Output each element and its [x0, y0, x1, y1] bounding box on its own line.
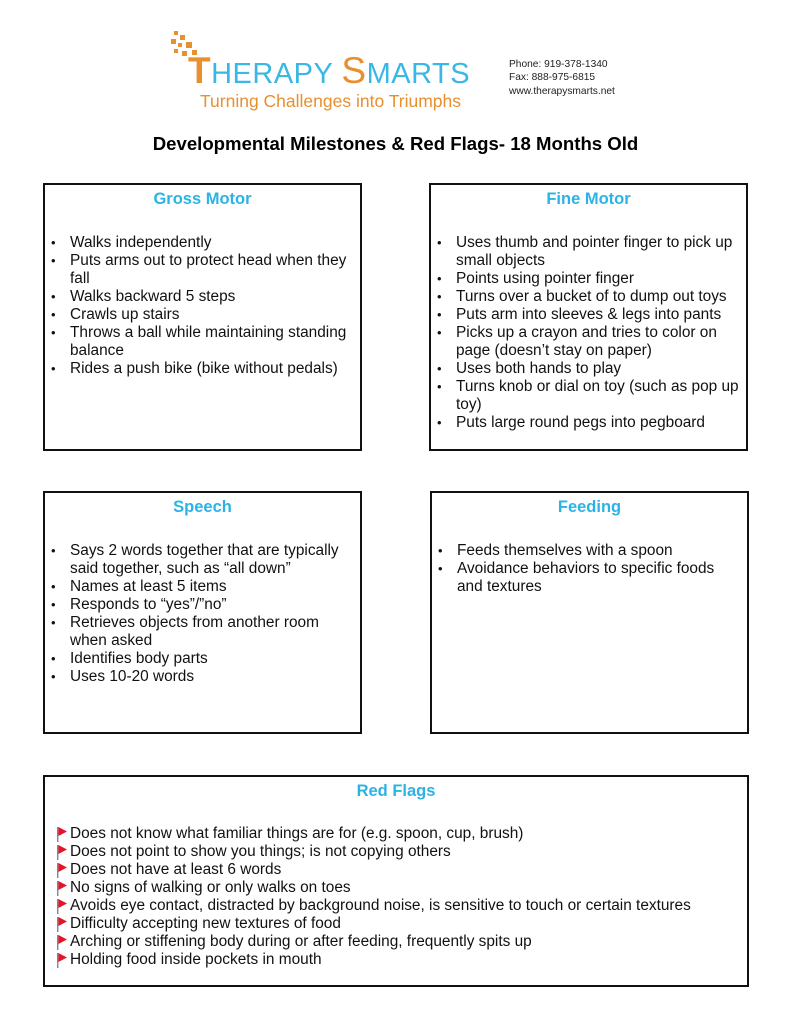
milestone-item	[45, 614, 350, 650]
milestone-item	[45, 668, 350, 686]
item-text: Does not know what familiar things are for (e.g. spoon, cup, brush)	[70, 825, 524, 842]
fine-motor-heading: Fine Motor	[546, 190, 631, 208]
milestone-item	[431, 288, 743, 306]
milestone-item	[45, 252, 355, 288]
red-flags-box	[43, 775, 749, 987]
item-text: Rides a push bike (bike without pedals)	[70, 360, 338, 377]
contact-website[interactable]: www.therapysmarts.net	[509, 85, 615, 97]
item-text: Names at least 5 items	[70, 578, 227, 595]
red-flag-item	[54, 915, 744, 933]
item-text: No signs of walking or only walks on toes	[70, 879, 351, 896]
red-flags-list	[54, 825, 744, 969]
milestone-item	[45, 578, 350, 596]
item-text: Says 2 words together that are typically said together, such as “all down”	[70, 542, 339, 577]
red-flag-icon	[57, 917, 68, 932]
item-text: Uses thumb and pointer finger to pick up small objects	[456, 234, 733, 269]
contact-info	[509, 58, 615, 98]
page-title: Developmental Milestones & Red Flags- 18 Months Old	[152, 133, 639, 154]
contact-fax: Fax: 888-975-6815	[509, 72, 596, 84]
gross-motor-heading: Gross Motor	[153, 190, 252, 208]
item-text: Holding food inside pockets in mouth	[70, 951, 322, 968]
milestone-item	[431, 414, 743, 432]
red-flag-icon	[57, 881, 68, 896]
red-flag-item	[54, 879, 744, 897]
item-text: Uses 10-20 words	[70, 668, 195, 685]
fine-motor-box	[429, 183, 748, 451]
red-flag-icon	[57, 845, 68, 860]
red-flag-icon	[57, 935, 68, 950]
milestone-item	[45, 360, 355, 378]
milestone-item	[45, 234, 355, 252]
red-flag-item	[54, 897, 744, 915]
milestone-item	[45, 650, 350, 668]
item-text: Feeds themselves with a spoon	[457, 542, 673, 559]
item-text: Walks backward 5 steps	[70, 288, 236, 305]
milestone-item	[45, 306, 355, 324]
red-flag-item	[54, 951, 744, 969]
item-text: Picks up a crayon and tries to color on page (doesn’t stay on paper)	[456, 324, 717, 359]
milestone-item	[431, 360, 743, 378]
item-text: Arching or stiffening body during or after feeding, frequently spits up	[70, 933, 532, 950]
speech-box	[43, 491, 362, 734]
speech-list	[45, 542, 350, 686]
item-text: Avoids eye contact, distracted by background noise, is sensitive to touch or certain textures	[70, 897, 691, 914]
logo-wordmark-initial-1: T	[188, 50, 212, 91]
item-text: Throws a ball while maintaining standing balance	[70, 324, 347, 359]
logo-wordmark	[188, 50, 471, 91]
milestone-item	[431, 270, 743, 288]
item-text: Puts arms out to protect head when they fall	[70, 252, 347, 287]
red-flags-heading: Red Flags	[356, 782, 436, 800]
red-flag-icon	[57, 899, 68, 914]
item-text: Responds to “yes”/”no”	[70, 596, 227, 613]
speech-heading: Speech	[173, 498, 232, 516]
red-flag-item	[54, 933, 744, 951]
feeding-heading: Feeding	[557, 498, 622, 516]
milestone-item	[45, 324, 355, 360]
milestone-item	[432, 560, 732, 596]
item-text: Puts large round pegs into pegboard	[456, 414, 705, 431]
milestone-item	[431, 306, 743, 324]
item-text: Walks independently	[70, 234, 212, 251]
gross-motor-box	[43, 183, 362, 451]
logo-wordmark-rest-2: MARTS	[366, 58, 471, 90]
feeding-box	[430, 491, 749, 734]
milestone-item	[45, 596, 350, 614]
item-text: Turns knob or dial on toy (such as pop up toy)	[456, 378, 739, 413]
item-text: Retrieves objects from another room when asked	[70, 614, 319, 649]
red-flag-icon	[57, 863, 68, 878]
milestone-item	[45, 542, 350, 578]
gross-motor-list	[45, 234, 355, 378]
fine-motor-list	[431, 234, 743, 432]
item-text: Points using pointer finger	[456, 270, 634, 287]
item-text: Puts arm into sleeves & legs into pants	[456, 306, 722, 323]
item-text: Identifies body parts	[70, 650, 208, 667]
therapy-smarts-logo	[168, 30, 488, 114]
item-text: Difficulty accepting new textures of food	[70, 915, 341, 932]
milestone-item	[431, 324, 743, 360]
red-flag-icon	[57, 953, 68, 968]
logo-wordmark-rest-1: HERAPY	[211, 58, 342, 90]
contact-phone: Phone: 919-378-1340	[509, 59, 608, 70]
red-flag-item	[54, 825, 744, 843]
milestone-item	[431, 234, 743, 270]
red-flag-icon	[57, 827, 68, 842]
item-text: Does not have at least 6 words	[70, 861, 282, 878]
logo-text-rows	[188, 50, 471, 112]
red-flag-item	[54, 843, 744, 861]
milestone-item	[45, 288, 355, 306]
feeding-list	[432, 542, 732, 596]
red-flag-item	[54, 861, 744, 879]
item-text: Uses both hands to play	[456, 360, 622, 377]
logo-tagline: Turning Challenges into Triumphs	[200, 91, 462, 111]
item-text: Avoidance behaviors to specific foods and textures	[457, 560, 715, 595]
item-text: Turns over a bucket of to dump out toys	[456, 288, 727, 305]
milestone-item	[432, 542, 732, 560]
logo-wordmark-initial-2: S	[341, 50, 367, 91]
item-text: Does not point to show you things; is not copying others	[70, 843, 451, 860]
item-text: Crawls up stairs	[70, 306, 180, 323]
milestone-item	[431, 378, 743, 414]
